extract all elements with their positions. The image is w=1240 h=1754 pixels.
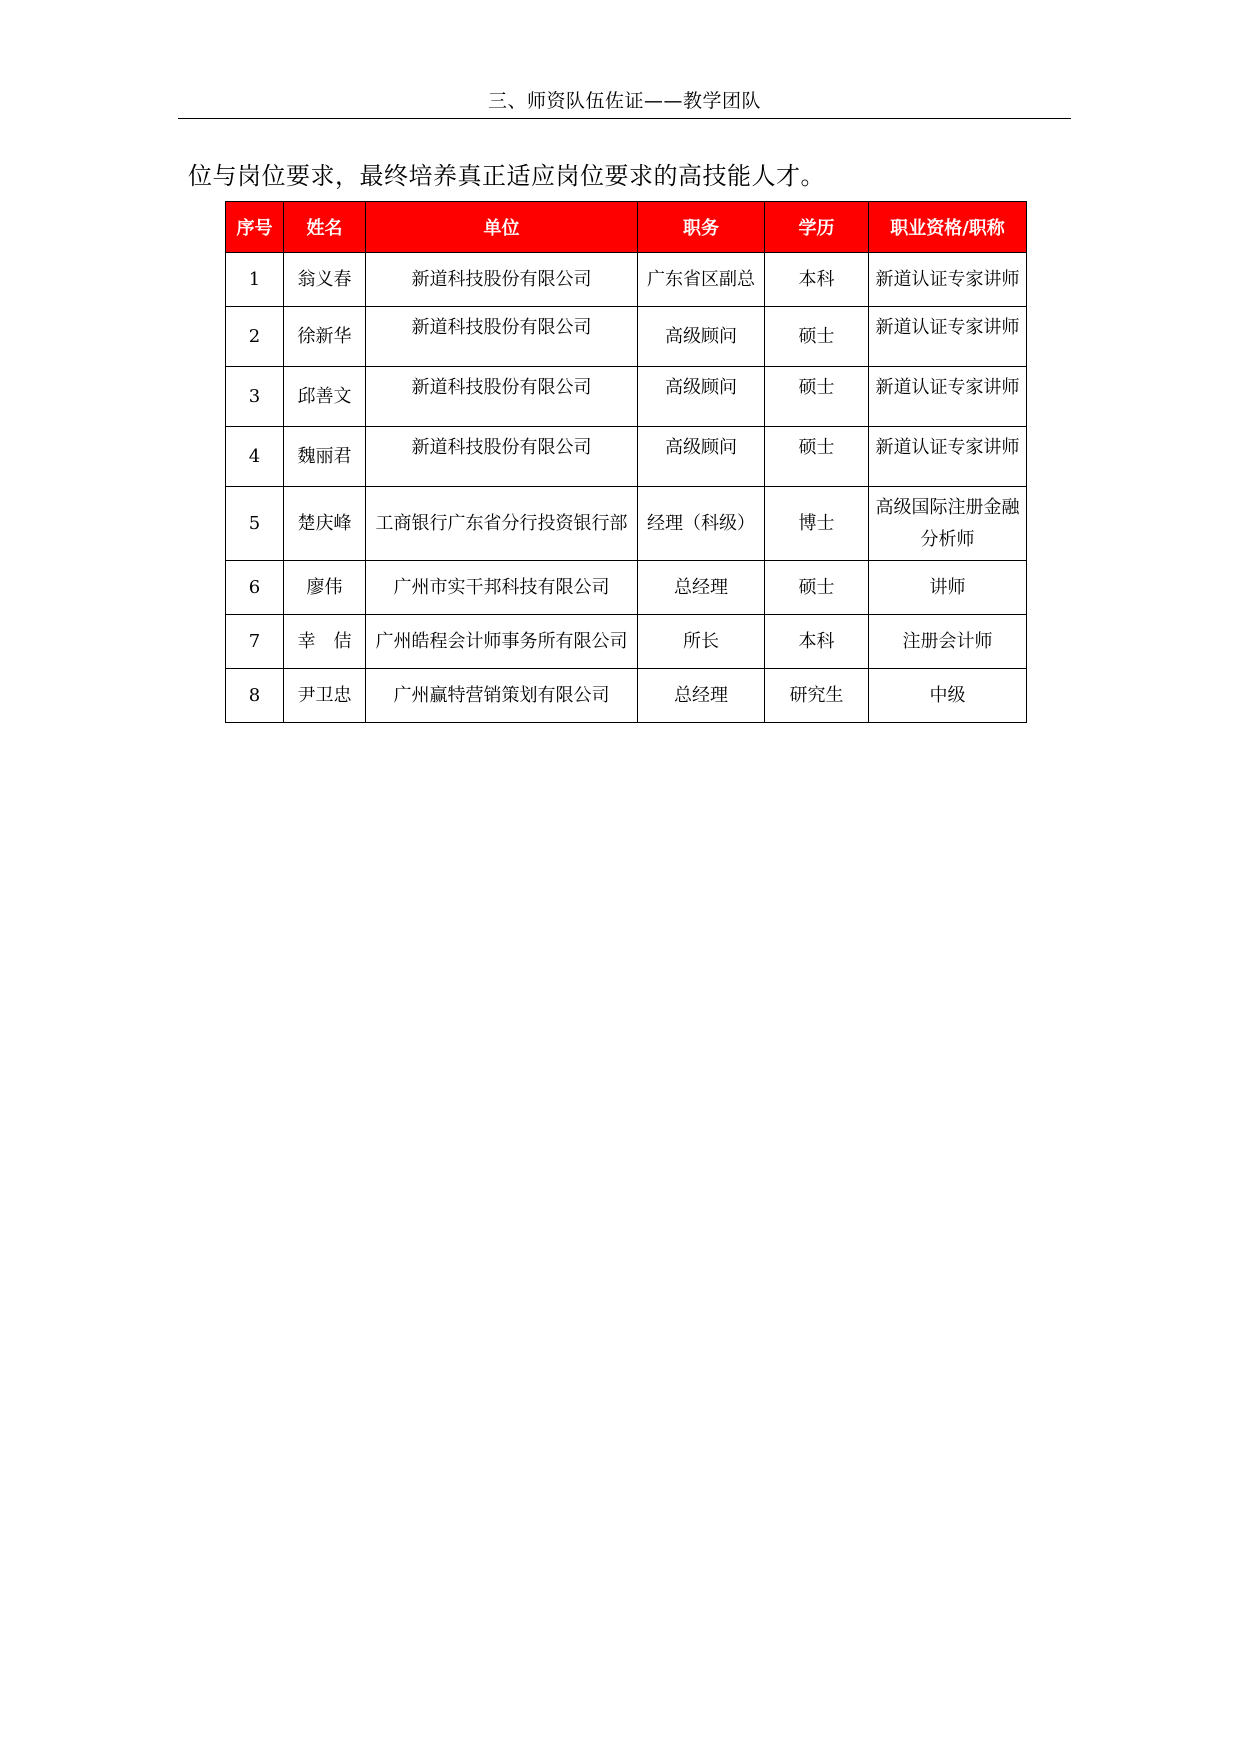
cell-education: 硕士 — [765, 561, 869, 615]
cell-index: 3 — [226, 367, 284, 427]
cell-index: 4 — [226, 427, 284, 487]
table-row — [226, 307, 1027, 367]
page-header-title: 三、师资队伍佐证——教学团队 — [487, 90, 761, 112]
column-header-index: 序号 — [226, 202, 284, 253]
cell-name: 邱善文 — [284, 367, 366, 427]
table-row — [226, 615, 1027, 669]
column-header-education: 学历 — [765, 202, 869, 253]
column-header-name: 姓名 — [284, 202, 366, 253]
cell-qualification: 新道认证专家讲师 — [869, 307, 1027, 367]
cell-qualification: 新道认证专家讲师 — [869, 253, 1027, 307]
cell-education: 本科 — [765, 615, 869, 669]
cell-organization: 工商银行广东省分行投资银行部 — [366, 487, 638, 561]
cell-name: 楚庆峰 — [284, 487, 366, 561]
cell-education: 硕士 — [765, 307, 869, 367]
cell-index: 7 — [226, 615, 284, 669]
cell-organization: 新道科技股份有限公司 — [366, 253, 638, 307]
cell-qualification: 高级国际注册金融分析师 — [869, 487, 1027, 561]
cell-education: 博士 — [765, 487, 869, 561]
header-divider — [178, 118, 1071, 119]
cell-position: 广东省区副总 — [638, 253, 765, 307]
cell-position: 高级顾问 — [638, 367, 765, 427]
table-row — [226, 561, 1027, 615]
cell-qualification: 注册会计师 — [869, 615, 1027, 669]
cell-position: 高级顾问 — [638, 427, 765, 487]
cell-name: 幸 佶 — [284, 615, 366, 669]
column-header-qualification: 职业资格/职称 — [869, 202, 1027, 253]
cell-qualification: 新道认证专家讲师 — [869, 367, 1027, 427]
table-header-row — [226, 202, 1027, 253]
table-row — [226, 669, 1027, 723]
cell-index: 8 — [226, 669, 284, 723]
cell-organization: 新道科技股份有限公司 — [366, 367, 638, 427]
cell-position: 总经理 — [638, 669, 765, 723]
cell-position: 高级顾问 — [638, 307, 765, 367]
cell-position: 经理（科级） — [638, 487, 765, 561]
cell-education: 研究生 — [765, 669, 869, 723]
cell-organization: 广州皓程会计师事务所有限公司 — [366, 615, 638, 669]
teaching-team-table — [225, 201, 1027, 723]
cell-education: 硕士 — [765, 427, 869, 487]
table-row — [226, 253, 1027, 307]
table-row — [226, 427, 1027, 487]
cell-name: 翁义春 — [284, 253, 366, 307]
column-header-position: 职务 — [638, 202, 765, 253]
cell-name: 魏丽君 — [284, 427, 366, 487]
cell-index: 6 — [226, 561, 284, 615]
cell-index: 2 — [226, 307, 284, 367]
cell-index: 5 — [226, 487, 284, 561]
cell-organization: 新道科技股份有限公司 — [366, 427, 638, 487]
table-row — [226, 487, 1027, 561]
column-header-organization: 单位 — [366, 202, 638, 253]
cell-organization: 广州市实干邦科技有限公司 — [366, 561, 638, 615]
cell-organization: 新道科技股份有限公司 — [366, 307, 638, 367]
cell-position: 所长 — [638, 615, 765, 669]
cell-qualification: 新道认证专家讲师 — [869, 427, 1027, 487]
cell-name: 廖伟 — [284, 561, 366, 615]
cell-education: 硕士 — [765, 367, 869, 427]
cell-name: 徐新华 — [284, 307, 366, 367]
cell-qualification: 中级 — [869, 669, 1027, 723]
cell-index: 1 — [226, 253, 284, 307]
table-row — [226, 367, 1027, 427]
body-paragraph: 位与岗位要求，最终培养真正适应岗位要求的高技能人才。 — [188, 162, 825, 190]
cell-organization: 广州赢特营销策划有限公司 — [366, 669, 638, 723]
cell-name: 尹卫忠 — [284, 669, 366, 723]
cell-position: 总经理 — [638, 561, 765, 615]
cell-qualification: 讲师 — [869, 561, 1027, 615]
cell-education: 本科 — [765, 253, 869, 307]
